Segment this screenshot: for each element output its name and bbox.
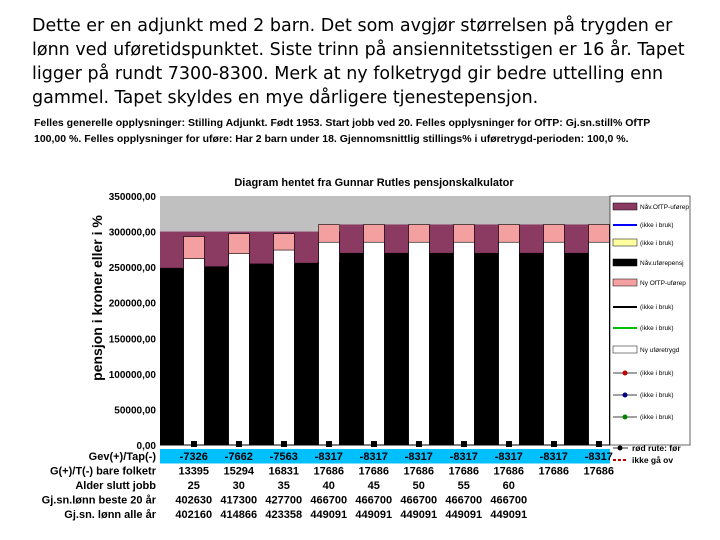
legend-label-8: Ny uføretrygd [640,347,680,354]
table-cell: -7326 [179,451,208,463]
y-tick-label: 250000,00 [108,263,156,275]
bar-ny-ufore-1 [184,259,205,445]
table-cell: 427700 [265,494,303,507]
info-line-2: 100,00 %. Felles opplysninger for uføre: Har 2 barn under 18. Gjennomsnittlig stillings% i uføretrygd-perioden: 100,0 %. [34,133,629,145]
baseline-marker-4 [326,441,332,447]
table-cell: -8317 [359,451,388,463]
y-tick-label: 100000,00 [108,369,156,381]
baseline-marker-9 [551,441,557,447]
legend-label-13: ikke gå ov [632,455,674,465]
y-tick-label: 350000,00 [108,192,156,203]
table-cell: 449091 [490,509,528,521]
bar-nav-ufore-17 [520,253,543,445]
table-cell: 35 [277,480,290,492]
y-tick-label: 200000,00 [108,298,156,310]
bar-ny-ufore-6 [409,242,430,445]
legend-swatch-4 [613,259,637,266]
legend-swatch-8 [613,346,637,353]
bar-ny-ufore-2 [229,254,250,445]
table-cell: 50 [412,480,425,492]
table-cell: 466700 [400,494,438,507]
table-cell: -7563 [269,451,298,463]
bar-nav-ufore-19 [565,253,588,445]
table-cell: 414866 [220,509,258,521]
table-row-label: Alder slutt jobb [75,480,156,492]
y-tick-label: 150000,00 [108,334,156,346]
table-cell: 25 [187,480,200,492]
table-cell: 449091 [355,509,393,521]
baseline-marker-2 [236,441,242,447]
legend-label-9: (ikke i bruk) [640,370,674,377]
table-cell: 17686 [583,465,615,478]
table-cell: 466700 [310,494,348,507]
table-row-label: Gj.sn. lønn alle år [64,509,156,521]
table-cell: 17686 [538,465,570,478]
bar-ny-ufore-4 [319,242,340,445]
legend [610,196,690,465]
plot-area [160,196,611,447]
baseline-marker-7 [461,441,467,447]
table-row-label: G(+)/T(-) bare folketr [49,465,156,478]
pension-chart [28,114,700,530]
legend-swatch-9 [623,371,628,376]
legend-label-1: Nåv.OfTP-uførep [640,204,690,211]
legend-swatch-3 [613,239,637,246]
legend-box [610,196,690,445]
table-cell: 15294 [223,465,255,478]
table-row-label: Gj.sn.lønn beste 20 år [41,494,156,507]
table-cell: 17686 [448,465,480,478]
table-cell: -8317 [494,451,523,463]
bar-ny-ufore-10 [589,242,610,445]
table-cell: -8317 [404,451,433,463]
y-tick-label: 300000,00 [108,227,156,239]
bar-ny-ufore-7 [454,242,475,445]
chart-title: Diagram hentet fra Gunnar Rutles pensjonskalkulator [234,177,514,189]
info-line-1: Felles generelle opplysninger: Stilling Adjunkt. Født 1953. Start jobb ved 20. Felles opplysninger for OfTP: Gj.sn.still% OfTP [34,117,651,129]
legend-swatch-12 [618,446,623,451]
table-cell: 449091 [400,509,438,521]
bar-nav-ufore-15 [475,253,498,445]
y-tick-label: 0,00 [136,441,156,452]
baseline-marker-6 [416,441,422,447]
chart-canvas [28,114,700,530]
bar-nav-ufore-7 [295,263,318,445]
table-cell: -8317 [539,451,568,463]
table-cell: 60 [502,480,515,492]
bar-ny-ufore-3 [274,250,295,445]
table-cell: 466700 [355,494,393,507]
bar-nav-ufore-5 [250,264,273,445]
table-cell: -8317 [314,451,343,463]
legend-label-11: (ikke i bruk) [640,414,674,421]
table-cell: 17686 [493,465,525,478]
bar-nav-ufore-9 [340,253,363,445]
legend-label-12: rød rute: før [632,443,681,453]
table-cell: -8317 [449,451,478,463]
table-cell: 449091 [310,509,348,521]
table-cell: 17686 [358,465,390,478]
table-cell: -8317 [584,451,613,463]
table-cell: 16831 [268,465,300,478]
table-cell: 45 [367,480,380,492]
table-cell: 423358 [265,509,303,521]
baseline-marker-10 [596,441,602,447]
table-cell: 30 [232,480,245,492]
table-cell: 40 [322,480,335,492]
caption-text: Dette er en adjunkt med 2 barn. Det som avgjør størrelsen på trygden er lønn ved uføretidspunktet. Siste trinn på ansiennitetsstigen er 16 år. Tapet ligger på rundt 7300-8300. Merk at ny folketrygd gir bedre uttelling enn gammel. Tapet skyldes en mye dårligere tjenestepensjon. [32,16,685,108]
legend-swatch-10 [623,393,628,398]
legend-label-7: (ikke i bruk) [640,325,674,332]
bar-ny-ufore-5 [364,242,385,445]
table-cell: 466700 [490,494,528,507]
bar-ny-ufore-9 [544,242,565,445]
legend-label-5: Ny OfTP-uførep [640,280,686,287]
table-cell: 417300 [220,494,258,507]
bar-nav-ufore-11 [385,253,408,445]
bar-ny-ufore-8 [499,242,520,445]
legend-swatch-11 [623,415,628,420]
table-cell: 466700 [445,494,483,507]
bar-nav-ufore-13 [430,253,453,445]
legend-swatch-1 [613,203,637,210]
legend-label-4: Nåv.uførepensj [640,260,684,267]
baseline-marker-1 [191,441,197,447]
table-cell: 402630 [175,494,213,507]
y-axis-label: pensjon i kroner eller i % [89,215,105,381]
y-tick-label: 50000,00 [114,405,156,417]
table-cell: 449091 [445,509,483,521]
legend-swatch-5 [613,279,637,286]
legend-label-10: (ikke i bruk) [640,392,674,399]
table-cell: -7662 [224,451,253,463]
legend-label-2: (ikke i bruk) [640,222,674,229]
legend-label-6: (ikke i bruk) [640,304,674,311]
bar-nav-ufore-3 [205,266,228,445]
legend-label-3: (ikke i bruk) [640,240,674,247]
baseline-marker-8 [506,441,512,447]
table-cell: 13395 [178,465,210,478]
table-row-label: Gev(+)/Tap(-) [88,451,156,463]
table-cell: 17686 [313,465,345,478]
table-cell: 17686 [403,465,435,478]
table-cell: 55 [457,480,470,492]
bar-nav-ufore-1 [160,268,183,445]
table-cell: 402160 [175,509,213,521]
baseline-marker-3 [281,441,287,447]
baseline-marker-5 [371,441,377,447]
